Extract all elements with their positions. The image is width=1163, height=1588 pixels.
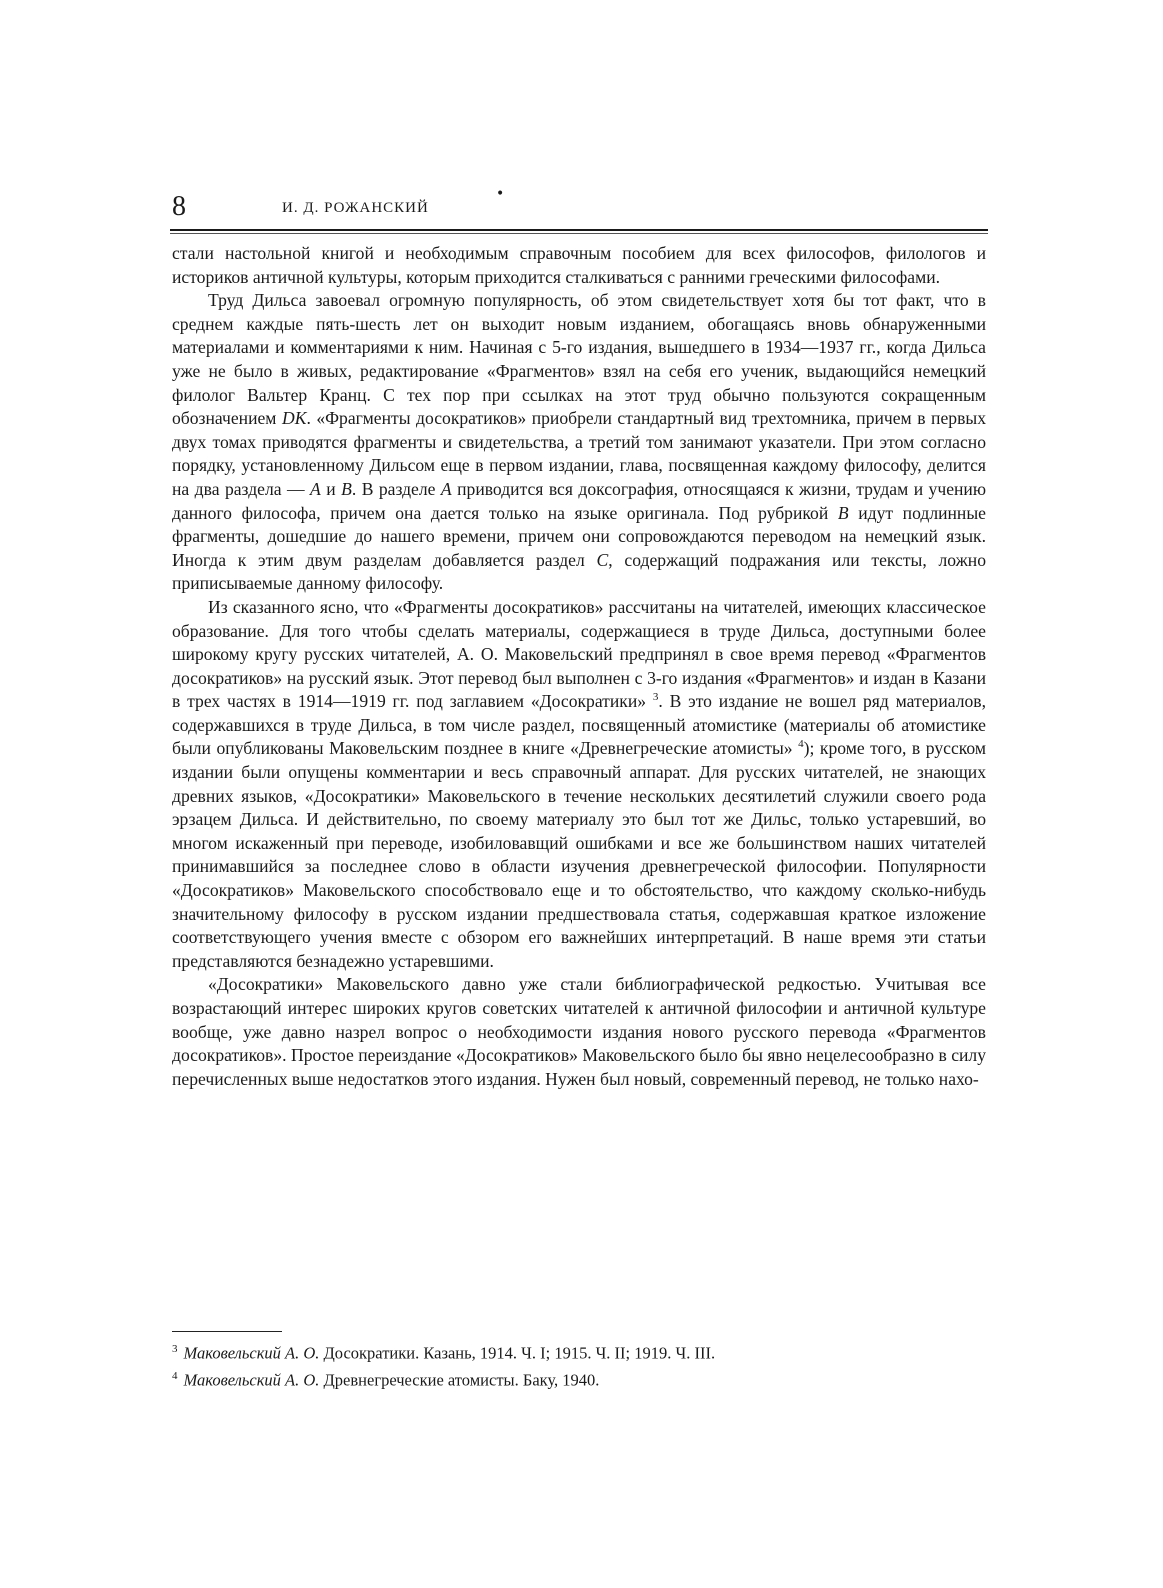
page-header	[170, 186, 990, 228]
p2-text-c: и	[320, 478, 342, 499]
footnote-number: 4	[172, 1369, 178, 1382]
footnote-number: 3	[172, 1343, 178, 1355]
running-head: И. Д. РОЖАНСКИЙ	[282, 200, 429, 216]
footnotes	[172, 1338, 986, 1391]
footnote-author: Маковельский А. О.	[183, 1343, 320, 1363]
paragraph-4: «Досократики» Маковельского давно уже стали библиографической редкостью. Учитывая все возрастающий интерес широких кругов советских читателей к античной философии и античной культуре вообще, уже давно назрел вопрос о необходимости издания нового русского перевода «Фрагментов досократиков». Простое переиздание «Досократиков» Маковельского было бы явно нецелесообразно в силу перечисленных выше недостатков этого издания. Нужен был новый, современный перевод, не только нахо-	[172, 974, 986, 1089]
p2-text-d: . В разделе	[351, 478, 441, 499]
footnote-text: Древнегреческие атомисты. Баку, 1940.	[319, 1370, 600, 1389]
p2-text-f: идут подлинные фрагменты, дошедшие до нашего времени, причем они сопровождаются переводом на немецкий язык. Иногда к этим двум разделам добавляется раздел	[172, 502, 986, 570]
footnote-3	[172, 1338, 986, 1365]
footnote-text: Досократики. Казань, 1914. Ч. I; 1915. Ч. II; 1919. Ч. III.	[319, 1343, 716, 1363]
section-a-label: A	[440, 478, 452, 499]
header-rule	[170, 229, 988, 231]
section-b-label: B	[837, 502, 849, 523]
p2-text-e: приводится вся доксография, относящаяся к жизни, трудам и учению данного философа, причем она дается только на языке оригинала. Под рубрикой	[172, 478, 986, 523]
dk-abbrev: DK	[281, 408, 307, 429]
footnote-4	[172, 1365, 986, 1392]
p3-text-b: . В это издание не вошел ряд материалов, содержавшихся в труде Дильса, в том числе раздел, посвященный атомистике (материалы об атомистике были опубликованы Маковельским позднее в книге «Древнегреческие атомисты»	[172, 691, 986, 759]
p3-text-a: Из сказанного ясно, что «Фрагменты досократиков» рассчитаны на читателей, имеющих классическое образование. Для того чтобы сделать материалы, содержащиеся в труде Дильса, доступными более широкому кругу русских читателей, А. О. Маковельский предпринял в свое время перевод «Фрагментов досократиков» на русский язык. Этот перевод был выполнен с 3-го издания «Фрагментов» и издан в Казани в трех частях в 1914—1919 гг. под заглавием «Досократики»	[172, 596, 986, 712]
footnote-ref-4[interactable]: 4	[798, 738, 804, 751]
p2-text-g: , содержащий подражания или тексты, ложно приписываемые данному философу.	[172, 549, 986, 594]
footnote-rule	[172, 1331, 282, 1332]
footnote-author: Маковельский А. О.	[183, 1370, 320, 1389]
page-number: 8	[172, 191, 186, 222]
body-text	[172, 242, 986, 1091]
section-b-label: B	[341, 478, 352, 499]
section-c-label: C	[596, 549, 609, 570]
footnote-ref-3[interactable]: 3	[652, 691, 659, 704]
p2-text-a: Труд Дильса завоевал огромную популярность, об этом свидетельствует хотя бы тот факт, что в среднем каждые пять-шесть лет он выходит новым изданием, обогащаясь вновь обнаруженными материалами и комментариями к ним. Начиная с 5-го издания, вышедшего в 1934—1937 гг., когда Дильса уже не было в живых, редактирование «Фрагментов» взял на себя его ученик, выдающийся немецкий филолог Вальтер Кранц. С тех пор при ссылках на этот труд обычно пользуются сокращенным обозначением	[172, 290, 986, 429]
paragraph-3	[172, 596, 986, 974]
header-rule-secondary	[170, 233, 988, 234]
paragraph-2	[172, 289, 986, 596]
section-a-label: A	[310, 478, 321, 499]
paragraph-1: стали настольной книгой и необходимым справочным пособием для всех философов, филологов и историков античной культуры, которым приходится сталкиваться с ранними греческими философами.	[172, 243, 986, 287]
p3-text-c: ); кроме того, в русском издании были опущены комментарии и весь справочный аппарат. Для русских читателей, не знающих древних языков, «Досократики» Маковельского в течение нескольких десятилетий служили своего рода эрзацем Дильса. И действительно, по своему материалу это был тот же Дильс, только устаревший, во многом искаженный при переводе, изобиловавщий ошибками и все же большинством наших читателей принимавшийся за последнее слово в области изучения древнегреческой философии. Популярности «Досократиков» Маковельского способствовало еще и то обстоятельство, что каждому сколько-нибудь значительному философу в русском издании предшествовала статья, содержавшая краткое изложение соответствующего учения вместе с обзором его важнейших интерпретаций. В наше время эти статьи представляются безнадежно устаревшими.	[172, 738, 986, 971]
print-mark: •	[496, 186, 505, 202]
p2-text-b: . «Фрагменты досократиков» приобрели стандартный вид трехтомника, причем в первых двух томах приводятся фрагменты и свидетельства, а третий том занимают указатели. При этом согласно порядку, установленному Дильсом еще в первом издании, глава, посвященная каждому философу, делится на два раздела —	[172, 408, 986, 499]
